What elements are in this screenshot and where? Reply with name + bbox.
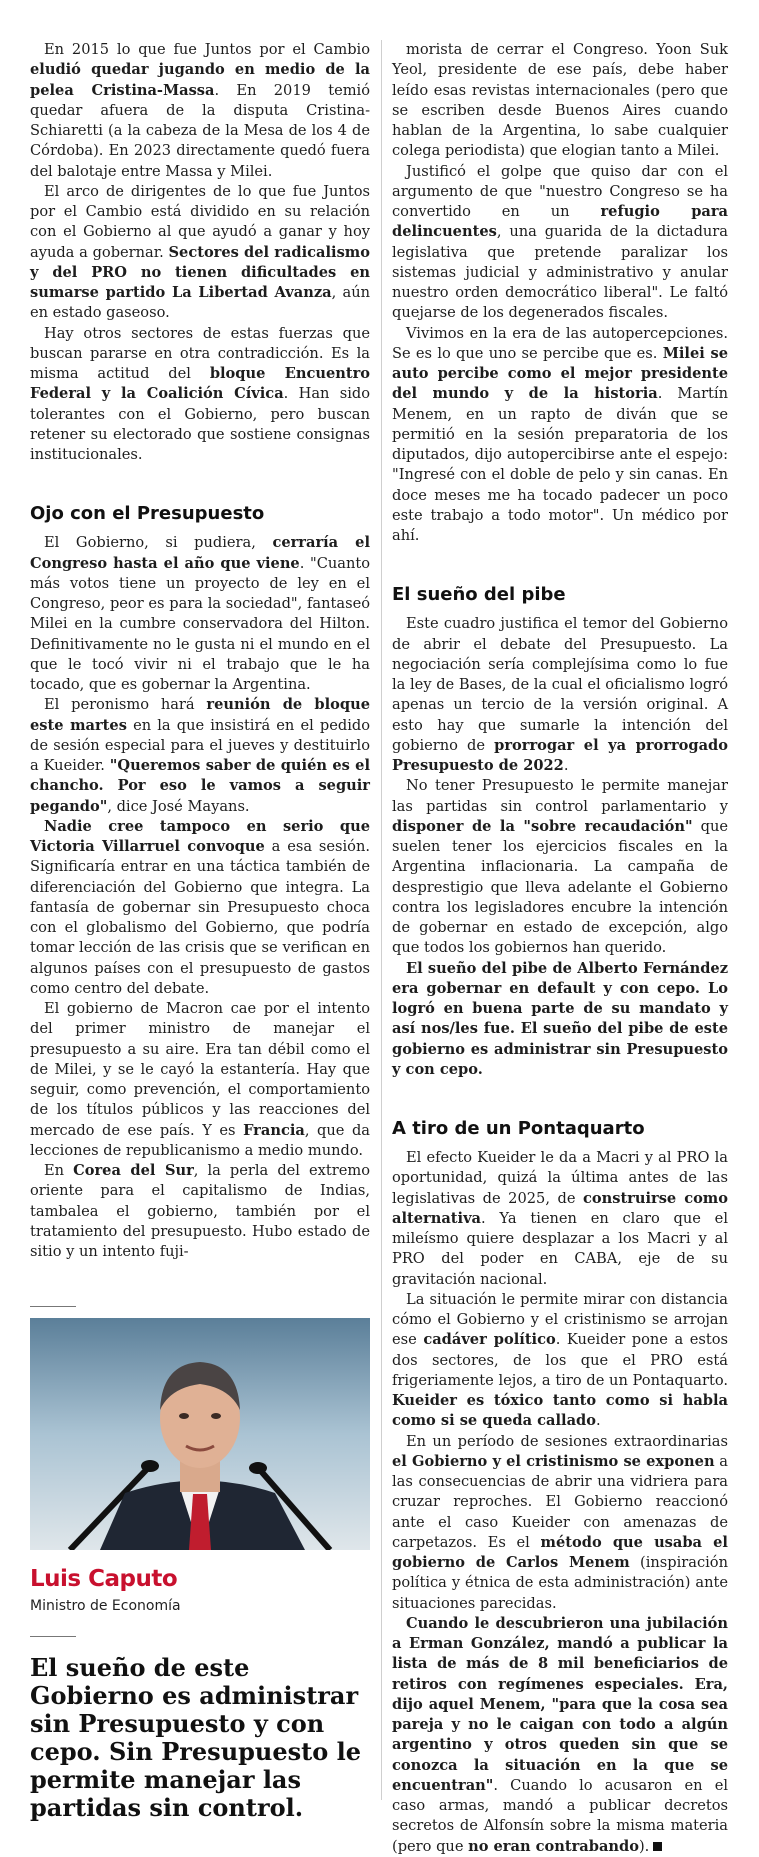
portrait-illustration (30, 1318, 370, 1550)
text-run: , una guarida de la dictadura legislativa que pretende paralizar los sistemas judicial y administrativo y anular nuestro orden democrático liberal". Le faltó quejarse de los degenerados fiscales. (392, 223, 728, 322)
text-run: En 2015 lo que fue Juntos por el Cambio (44, 41, 370, 58)
body-text-sueno-del-pibe (392, 614, 728, 1080)
text-run: Este cuadro justifica el temor del Gobierno de abrir el debate del Presupuesto. La negociación sería complejísima como lo fue la ley de Bases, de la cual el oficialismo logró apenas un tercio de la versión original. A esto hay que sumarle la intención del gobierno de (392, 615, 728, 754)
caption-name: Luis Caputo (30, 1566, 178, 1592)
text-run: El efecto Kueider le da a Macri y al PRO la oportunidad, quizá la última antes de las legislativas de 2025, de (392, 1149, 728, 1207)
text-run: , aún en estado gaseoso. (30, 284, 370, 322)
section-heading-presupuesto: Ojo con el Presupuesto (30, 503, 265, 525)
paragraph (30, 999, 370, 1161)
text-run: a las consecuencias de abrir una vidriera para cruzar reproches. El Gobierno reaccionó ante el caso Kueider con amenazas de carpetazos. Es el (392, 1452, 728, 1551)
text-run: , dice José Mayans. (107, 797, 250, 815)
paragraph (392, 959, 728, 1081)
text-run: , la perla del extremo oriente para el capitalismo de Indias, tambalea el gobierno, también por el tratamiento del presupuesto. Hubo estado de sitio y un intento fuji- (30, 1162, 370, 1260)
text-run: La situación le permite mirar con distancia cómo el Gobierno y el cristinismo se arrojan ese (392, 1290, 728, 1349)
paragraph (30, 40, 370, 182)
paragraph (30, 533, 370, 695)
column-divider (381, 40, 382, 1800)
paragraph (392, 1614, 728, 1857)
paragraph (392, 1148, 728, 1290)
paragraph (392, 324, 728, 547)
bold-text: Francia (243, 1121, 305, 1139)
body-text-presupuesto (30, 533, 370, 1262)
text-run: que suelen tener los ejercicios fiscales en la Argentina inflacionaria. La campaña de desprestigio que lleva adelante el Gobierno contra los legisladores encubre la intención de gobernar en estado de excepción, algo que todos los gobiernos han querido. (392, 817, 728, 957)
text-run: . (563, 757, 569, 774)
text-run: (inspiración política y étnica de esta administración) ante situaciones parecidas. (392, 1554, 728, 1612)
text-run: , que da lecciones de republicanismo a medio mundo. (30, 1121, 370, 1159)
paragraph (392, 1432, 728, 1614)
bold-text: Corea del Sur (73, 1162, 194, 1179)
text-run: Vivimos en la era de las autopercepciones. Se es lo que uno se percibe que es. (392, 324, 728, 362)
text-run: El arco de dirigentes de lo que fue Juntos por el Cambio está dividido en su relación con el Gobierno al que ayudó a ganar y hoy ayuda a gobernar. (30, 182, 370, 261)
portrait-photo (30, 1318, 370, 1550)
bold-text: prorrogar el ya prorrogado Presupuesto de 2022 (392, 736, 728, 774)
right-column (392, 40, 728, 1857)
text-run: . Han sido tolerantes con el Gobierno, pero buscan retener su electorado que sostiene consignas institucionales. (30, 385, 370, 463)
photo-top-rule (30, 1306, 76, 1307)
text-run: El Gobierno, si pudiera, (44, 534, 273, 552)
text-run: El gobierno de Macron cae por el intento del primer ministro de manejar el presupuesto a su aire. Era tan débil como el de Milei, y se le cayó la estantería. Hay que seguir, como prevención, el comportamiento de los títulos públicos y las reacciones del mercado de ese país. Y es (30, 1000, 370, 1139)
text-run: . En 2019 temió quedar afuera de la disputa Cristina-Schiaretti (a la cabeza de la Mesa de los 4 de Córdoba). En 2023 directamente quedó fuera del balotaje entre Massa y Milei. (30, 81, 370, 180)
caption-rule (30, 1636, 76, 1637)
text-run: No tener Presupuesto le permite manejar las partidas sin control parlamentario y (392, 777, 728, 815)
paragraph (392, 1290, 728, 1432)
body-text-intro (30, 40, 370, 465)
bold-text: bloque Encuentro Federal y la Coalición Cívica (30, 365, 370, 403)
caption-role: Ministro de Economía (30, 1598, 181, 1614)
bold-text: método que usaba el gobierno de Carlos Menem (392, 1533, 728, 1571)
text-run: a esa sesión. Significaría entrar en una táctica también de diferenciación del Gobierno que integra. La fantasía de gobernar sin Presupuesto choca con el globalismo del Gobierno, que podría tomar lección de las crisis que se verifican en algunos países con el presupuesto de gastos como centro del debate. (30, 838, 370, 997)
paragraph (392, 40, 728, 162)
bold-text: Nadie cree tampoco en serio que Victoria Villarruel convoque (30, 817, 370, 855)
text-run: El peronismo hará (44, 696, 207, 714)
section-heading-sueno-del-pibe: El sueño del pibe (392, 584, 566, 606)
end-of-article-mark (653, 1842, 662, 1851)
bold-text: Cuando le descubrieron una jubilación a Erman González, mandó a publicar la lista de más de 8 mil beneficiarios de retiros con regímenes especiales. Era, dijo aquel Menem, "para que la cosa sea pareja y no le caigan con todo a algún argentino y otros queden sin que se conozca la situación en la que se encuentran" (392, 1614, 728, 1794)
text-run: . (595, 1412, 601, 1430)
bold-text: El sueño del pibe de Alberto Fernández era gobernar en default y con cepo. Lo logró en buena parte de su mandato y así nos/les fue. El sueño del pibe de este gobierno es administrar sin Presupuesto y con cepo. (392, 959, 728, 1078)
text-run: Justificó el golpe que quiso dar con el argumento de que "nuestro Congreso se ha convertido en un (392, 162, 728, 220)
bold-text: disponer de la "sobre recaudación" (392, 817, 693, 835)
left-column (30, 40, 370, 1262)
paragraph (392, 614, 728, 776)
bold-text: cadáver político (423, 1331, 556, 1349)
text-run: En un período de sesiones extraordinarias (406, 1432, 728, 1450)
section-heading-pontaquarto: A tiro de un Pontaquarto (392, 1118, 645, 1139)
bold-text: no eran contrabando (468, 1837, 639, 1855)
paragraph (30, 695, 370, 817)
bold-text: cerraría el Congreso hasta el año que viene (30, 534, 370, 572)
bold-text: el Gobierno y el cristinismo se exponen (392, 1452, 715, 1470)
body-text-pontaquarto (392, 1148, 728, 1857)
text-run: . "Cuanto más votos tiene un proyecto de ley en el Congreso, peor es para la sociedad", fantaseó Milei en la cumbre conservadora del Hilton. Definitivamente no le gusta ni el mundo en el que le tocó vivir ni el trabajo que le ha tocado, que es gobernar la Argentina. (30, 554, 371, 693)
bold-text: "Queremos saber de quién es el chancho. Por eso le vamos a seguir pegando" (30, 757, 370, 815)
pull-quote: El sueño de este Gobierno es administrar sin Presupuesto y con cepo. Sin Presupuesto le permite manejar las partidas sin control. (30, 1653, 361, 1822)
text-run: Hay otros sectores de estas fuerzas que buscan pararse en otra contradicción. Es la misma actitud del (30, 324, 370, 382)
paragraph (392, 162, 728, 324)
paragraph (30, 1161, 370, 1262)
bold-text: construirse como alternativa (392, 1189, 728, 1227)
text-run: En (44, 1162, 74, 1179)
bold-text: Sectores del radicalismo y del PRO no tienen dificultades en sumarse partido La Libertad Avanza (30, 243, 370, 301)
body-text-continued (392, 40, 728, 546)
paragraph (392, 776, 728, 958)
text-run: . Cuando lo acusaron en el caso armas, mandó a publicar decretos secretos de Alfonsín sobre la misma materia (pero que (392, 1776, 728, 1855)
bold-text: Milei se auto percibe como el mejor presidente del mundo y de la historia (392, 344, 729, 403)
bold-text: reunión de bloque este martes (30, 696, 370, 734)
bold-text: refugio para delincuentes (392, 203, 728, 241)
text-run: . Martín Menem, en un rapto de diván que se permitió en la sesión preparatoria de los diputados, dijo autopercibirse ante el espejo: "Ingresé con el doble de pelo y sin canas. En doce meses me ha tocado padecer un poco este trabajo a todo motor". Un médico por ahí. (392, 385, 728, 544)
bold-text: Kueider es tóxico tanto como si habla como si se queda callado (392, 1392, 728, 1430)
paragraph (30, 817, 370, 999)
text-run: . Kueider pone a estos dos sectores, de los que el PRO está frigeriamente lejos, a tiro de un Pontaquarto. (392, 1331, 728, 1389)
paragraph (30, 324, 370, 466)
text-run: . Ya tienen en claro que el mileísmo quiere desplazar a los Macri y al PRO del poder en CABA, eje de su gravitación nacional. (392, 1209, 728, 1288)
text-run: morista de cerrar el Congreso. Yoon Suk Yeol, presidente de ese país, debe haber leído esas revistas internacionales (pero que se escriben desde Buenos Aires cuando hablan de la Argentina, lo sabe cualquier colega periodista) que elogian tanto a Milei. (392, 41, 728, 160)
bold-text: eludió quedar jugando en medio de la pelea Cristina-Massa (30, 61, 370, 99)
text-run: en la que insistirá en el pedido de sesión especial para el jueves y destituirlo a Kueider. (30, 716, 370, 774)
text-run: ). (638, 1837, 650, 1855)
paragraph (30, 182, 370, 324)
